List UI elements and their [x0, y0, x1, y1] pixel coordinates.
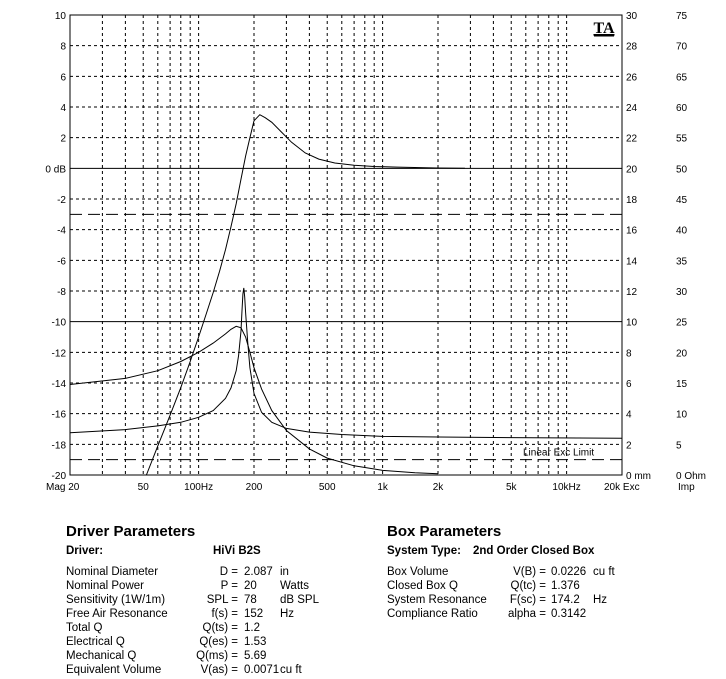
- driver-parameters-title: Driver Parameters: [66, 523, 196, 540]
- y-tick-label-db: -4: [57, 225, 66, 237]
- y-tick-label-db: 0 dB: [45, 164, 66, 176]
- x-tick-label: 10kHz: [552, 482, 581, 493]
- ta-logo: TA: [593, 20, 615, 37]
- y-tick-label-impedance: 10: [676, 409, 688, 421]
- y-tick-label-db: 8: [60, 41, 66, 53]
- y-tick-label-impedance: 20: [676, 348, 688, 360]
- y-tick-label-impedance: 35: [676, 256, 688, 268]
- y-tick-label-impedance: 5: [676, 440, 682, 452]
- y-tick-label-db: 4: [60, 103, 66, 114]
- y-tick-label-impedance: 30: [676, 287, 688, 298]
- x-tick-label: 200: [245, 482, 263, 493]
- y-tick-label-excursion: 14: [626, 256, 638, 268]
- driver-param-val: 5.69: [244, 650, 267, 662]
- driver-param-val: 2.087: [244, 566, 273, 578]
- driver-param-unit: in: [280, 566, 289, 578]
- driver-param-name: Electrical Q: [66, 636, 125, 648]
- x-tick-label: 100Hz: [184, 482, 214, 493]
- driver-param-name: Equivalent Volume: [66, 664, 162, 676]
- y-tick-label-excursion: 0 mm: [626, 471, 651, 482]
- box-param-val: 174.2: [551, 594, 580, 606]
- x-tick-label: 500: [318, 482, 336, 493]
- y-tick-label-db: -16: [51, 409, 66, 421]
- y-tick-label-db: -18: [51, 440, 66, 452]
- driver-param-sym: Q(ts) =: [202, 622, 238, 634]
- y-tick-label-impedance: 55: [676, 133, 688, 145]
- x-tick-label: Mag 20: [46, 482, 80, 493]
- box-param-val: 0.0226: [551, 566, 587, 578]
- box-param-sym: V(B) =: [513, 566, 546, 578]
- y-tick-label-excursion: 26: [626, 72, 638, 84]
- y-tick-label-impedance: 0 Ohm: [676, 471, 707, 482]
- y-tick-label-excursion: 6: [626, 379, 632, 390]
- y-tick-label-excursion: 22: [626, 133, 638, 145]
- reference-label-linear-exc-limit: Linear Exc Limit: [523, 447, 595, 459]
- driver-param-val: 1.53: [244, 636, 267, 648]
- y-tick-label-excursion: 18: [626, 195, 638, 206]
- driver-param-sym: Q(ms) =: [196, 650, 238, 662]
- y-tick-label-impedance: 45: [676, 195, 688, 206]
- y-tick-label-excursion: 30: [626, 11, 638, 22]
- driver-param-unit: cu ft: [280, 664, 302, 676]
- driver-param-sym: D =: [219, 566, 238, 578]
- box-param-val: 1.376: [551, 580, 580, 592]
- driver-param-unit: Hz: [280, 608, 295, 620]
- y-tick-label-impedance: 50: [676, 164, 688, 176]
- system-type-value: 2nd Order Closed Box: [473, 545, 595, 557]
- y-tick-label-impedance: 25: [676, 317, 688, 329]
- driver-param-name: Mechanical Q: [66, 650, 137, 662]
- y-tick-label-db: -12: [51, 348, 66, 360]
- driver-param-val: 0.0071: [244, 664, 280, 676]
- box-parameters-title: Box Parameters: [387, 523, 502, 540]
- box-param-unit: cu ft: [593, 566, 615, 578]
- y-tick-label-db: -14: [51, 379, 66, 390]
- box-param-sym: alpha =: [507, 608, 546, 620]
- y-tick-label-impedance: 70: [676, 41, 688, 53]
- driver-name: HiVi B2S: [213, 545, 261, 557]
- y-tick-label-excursion: 2: [626, 440, 632, 452]
- driver-param-sym: f(s) =: [211, 608, 238, 620]
- y-tick-label-db: -10: [51, 317, 66, 329]
- driver-param-sym: P =: [220, 580, 238, 592]
- y-tick-label-db: -8: [57, 287, 66, 298]
- y-tick-label-db: -6: [57, 256, 66, 268]
- y-tick-label-db: 2: [60, 133, 66, 145]
- impedance-unit-label: Imp: [678, 482, 695, 493]
- driver-param-sym: V(as) =: [200, 664, 238, 676]
- driver-param-val: 152: [244, 608, 264, 620]
- x-tick-label: 2k: [432, 482, 444, 493]
- y-tick-label-impedance: 60: [676, 103, 688, 114]
- box-param-name: Box Volume: [387, 566, 449, 578]
- driver-param-sym: SPL =: [206, 594, 238, 606]
- y-tick-label-db: -20: [51, 471, 66, 482]
- y-tick-label-excursion: 24: [626, 103, 638, 114]
- x-tick-label: 1k: [377, 482, 388, 493]
- y-tick-label-excursion: 8: [626, 348, 632, 360]
- y-tick-label-excursion: 28: [626, 41, 638, 53]
- box-param-val: 0.3142: [551, 608, 587, 620]
- y-tick-label-db: -2: [57, 195, 66, 206]
- driver-param-unit: Watts: [280, 580, 309, 592]
- y-tick-label-impedance: 15: [676, 379, 688, 390]
- plot-area: [70, 15, 622, 475]
- y-tick-label-db: 10: [54, 11, 66, 22]
- driver-param-name: Free Air Resonance: [66, 608, 168, 620]
- x-tick-label: 5k: [505, 482, 517, 493]
- driver-param-val: 1.2: [244, 622, 260, 634]
- box-param-sym: F(sc) =: [509, 594, 546, 606]
- y-tick-label-impedance: 65: [676, 72, 688, 84]
- y-tick-label-excursion: 10: [626, 317, 638, 329]
- driver-param-val: 20: [244, 580, 257, 592]
- y-tick-label-impedance: 75: [676, 11, 688, 22]
- driver-param-unit: dB SPL: [280, 594, 319, 606]
- y-tick-label-db: 6: [60, 72, 66, 84]
- x-tick-label: 20k Exc: [604, 482, 640, 493]
- y-tick-label-excursion: 12: [626, 287, 638, 298]
- box-param-sym: Q(tc) =: [510, 580, 546, 592]
- y-tick-label-excursion: 16: [626, 225, 638, 237]
- driver-param-val: 78: [244, 594, 257, 606]
- box-param-name: Compliance Ratio: [387, 608, 478, 620]
- y-tick-label-excursion: 4: [626, 409, 632, 421]
- y-tick-label-excursion: 20: [626, 164, 638, 176]
- driver-param-name: Nominal Diameter: [66, 566, 159, 578]
- driver-param-name: Sensitivity (1W/1m): [66, 594, 166, 606]
- y-tick-label-impedance: 40: [676, 225, 688, 237]
- box-param-name: Closed Box Q: [387, 580, 458, 592]
- driver-param-name: Total Q: [66, 622, 103, 634]
- driver-param-name: Nominal Power: [66, 580, 144, 592]
- box-param-unit: Hz: [593, 594, 608, 606]
- driver-param-sym: Q(es) =: [199, 636, 238, 648]
- system-type-label: System Type:: [387, 545, 461, 557]
- box-param-name: System Resonance: [387, 594, 487, 606]
- x-tick-label: 50: [137, 482, 149, 493]
- driver-label: Driver:: [66, 545, 104, 557]
